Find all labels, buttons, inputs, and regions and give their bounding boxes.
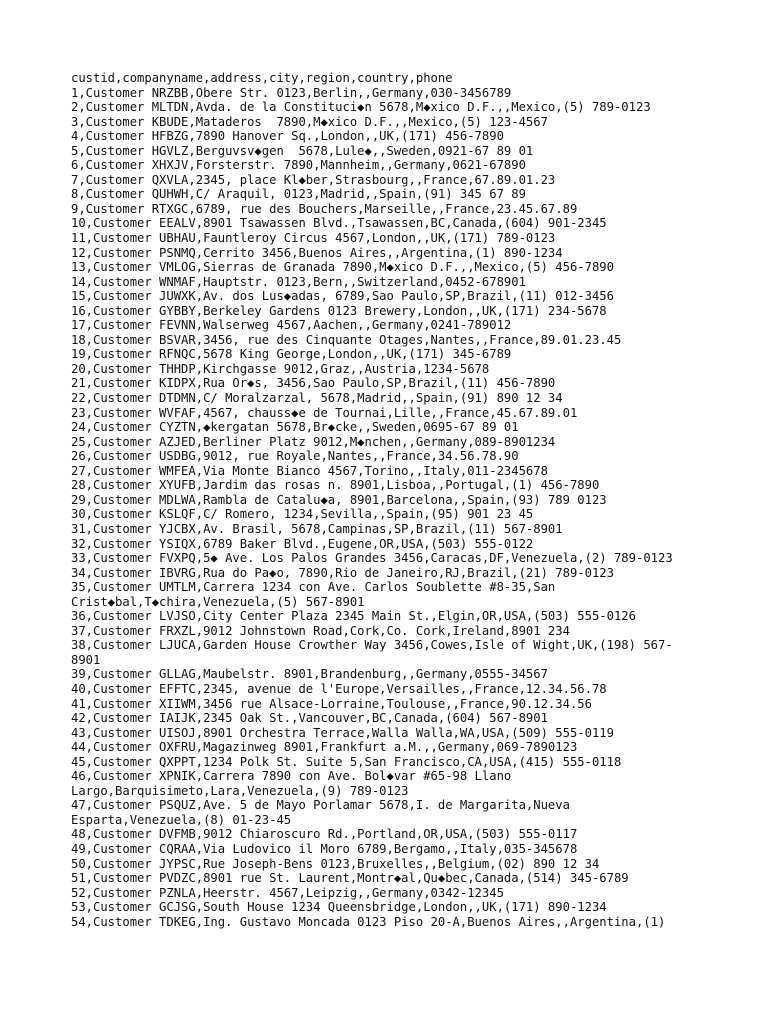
csv-text-line: 37,Customer FRXZL,9012 Johnstown Road,Cork,Co. Cork,Ireland,8901 234 — [71, 623, 570, 638]
csv-text-line: 8,Customer QUHWH,C/ Araquil, 0123,Madrid,,Spain,(91) 345 67 89 — [71, 187, 526, 202]
csv-text-line: 2,Customer MLTDN,Avda. de la Constituci◆n 5678,M◆xico D.F.,,Mexico,(5) 789-0123 — [71, 100, 651, 115]
csv-text-line: 38,Customer LJUCA,Garden House Crowther Way 3456,Cowes,Isle of Wight,UK,(198) 567- — [71, 638, 673, 653]
csv-text-line: 52,Customer PZNLA,Heerstr. 4567,Leipzig,,Germany,0342-12345 — [71, 885, 504, 900]
csv-text-line: 29,Customer MDLWA,Rambla de Catalu◆a, 8901,Barcelona,,Spain,(93) 789 0123 — [71, 492, 607, 507]
csv-text-line: Esparta,Venezuela,(8) 01-23-45 — [71, 812, 292, 827]
csv-text-line: 53,Customer GCJSG,South House 1234 Queensbridge,London,,UK,(171) 890-1234 — [71, 900, 607, 915]
document-page — [71, 71, 711, 929]
csv-text-line: 34,Customer IBVRG,Rua do Pa◆o, 7890,Rio de Janeiro,RJ,Brazil,(21) 789-0123 — [71, 565, 614, 580]
csv-text-line: 45,Customer QXPPT,1234 Polk St. Suite 5,San Francisco,CA,USA,(415) 555-0118 — [71, 754, 622, 769]
csv-text-line: 18,Customer BSVAR,3456, rue des Cinquante Otages,Nantes,,France,89.01.23.45 — [71, 332, 622, 347]
csv-text-line: 41,Customer XIIWM,3456 rue Alsace-Lorraine,Toulouse,,France,90.12.34.56 — [71, 696, 592, 711]
csv-text-line: 32,Customer YSIQX,6789 Baker Blvd.,Eugene,OR,USA,(503) 555-0122 — [71, 536, 534, 551]
csv-text-line: 35,Customer UMTLM,Carrera 1234 con Ave. Carlos Soublette #8-35,San — [71, 580, 556, 595]
csv-text-line: 20,Customer THHDP,Kirchgasse 9012,Graz,,Austria,1234-5678 — [71, 361, 490, 376]
csv-text-line: 48,Customer DVFMB,9012 Chiaroscuro Rd.,Portland,OR,USA,(503) 555-0117 — [71, 827, 578, 842]
csv-text-line: 17,Customer FEVNN,Walserweg 4567,Aachen,,Germany,0241-789012 — [71, 318, 512, 333]
csv-text-line: 6,Customer XHXJV,Forsterstr. 7890,Mannheim,,Germany,0621-67890 — [71, 158, 526, 173]
csv-text-line: 43,Customer UISOJ,8901 Orchestra Terrace,Walla Walla,WA,USA,(509) 555-0119 — [71, 725, 614, 740]
csv-text-line: 26,Customer USDBG,9012, rue Royale,Nantes,,France,34.56.78.90 — [71, 449, 519, 464]
csv-text-line: 44,Customer OXFRU,Magazinweg 8901,Frankfurt a.M.,,Germany,069-7890123 — [71, 740, 578, 755]
csv-text-line: 51,Customer PVDZC,8901 rue St. Laurent,Montr◆al,Qu◆bec,Canada,(514) 345-6789 — [71, 871, 629, 886]
csv-text-line: 4,Customer HFBZG,7890 Hanover Sq.,London,,UK,(171) 456-7890 — [71, 129, 504, 144]
csv-text-line: 3,Customer KBUDE,Mataderos 7890,M◆xico D.F.,,Mexico,(5) 123-4567 — [71, 114, 548, 129]
csv-text-line: 13,Customer VMLOG,Sierras de Granada 7890,M◆xico D.F.,,Mexico,(5) 456-7890 — [71, 260, 614, 275]
csv-text-line: 31,Customer YJCBX,Av. Brasil, 5678,Campinas,SP,Brazil,(11) 567-8901 — [71, 521, 563, 536]
csv-text-line: 33,Customer FVXPQ,5◆ Ave. Los Palos Grandes 3456,Caracas,DF,Venezuela,(2) 789-0123 — [71, 551, 673, 566]
csv-text-line: 16,Customer GYBBY,Berkeley Gardens 0123 Brewery,London,,UK,(171) 234-5678 — [71, 303, 607, 318]
csv-text-line: 42,Customer IAIJK,2345 Oak St.,Vancouver,BC,Canada,(604) 567-8901 — [71, 711, 548, 726]
csv-text-line: 36,Customer LVJSO,City Center Plaza 2345 Main St.,Elgin,OR,USA,(503) 555-0126 — [71, 609, 636, 624]
csv-text-line: Crist◆bal,T◆chira,Venezuela,(5) 567-8901 — [71, 594, 365, 609]
csv-text-line: 12,Customer PSNMQ,Cerrito 3456,Buenos Aires,,Argentina,(1) 890-1234 — [71, 245, 563, 260]
csv-text-line: 30,Customer KSLQF,C/ Romero, 1234,Sevilla,,Spain,(95) 901 23 45 — [71, 507, 534, 522]
csv-text-line: 25,Customer AZJED,Berliner Platz 9012,M◆nchen,,Germany,089-8901234 — [71, 434, 556, 449]
csv-text-line: 24,Customer CYZTN,◆kergatan 5678,Br◆cke,,Sweden,0695-67 89 01 — [71, 420, 519, 435]
csv-text-line: 9,Customer RTXGC,6789, rue des Bouchers,Marseille,,France,23.45.67.89 — [71, 201, 578, 216]
csv-text-line: 14,Customer WNMAF,Hauptstr. 0123,Bern,,Switzerland,0452-678901 — [71, 274, 526, 289]
csv-text-line: 21,Customer KIDPX,Rua Or◆s, 3456,Sao Paulo,SP,Brazil,(11) 456-7890 — [71, 376, 556, 391]
csv-text-line: 39,Customer GLLAG,Maubelstr. 8901,Brandenburg,,Germany,0555-34567 — [71, 667, 548, 682]
csv-text-line: 19,Customer RFNQC,5678 King George,London,,UK,(171) 345-6789 — [71, 347, 512, 362]
csv-text-line: 5,Customer HGVLZ,Berguvsv◆gen 5678,Lule◆,,Sweden,0921-67 89 01 — [71, 143, 534, 158]
csv-text-line: 49,Customer CQRAA,Via Ludovico il Moro 6789,Bergamo,,Italy,035-345678 — [71, 841, 578, 856]
csv-text-line: 23,Customer WVFAF,4567, chauss◆e de Tournai,Lille,,France,45.67.89.01 — [71, 405, 578, 420]
csv-text-line: 27,Customer WMFEA,Via Monte Bianco 4567,Torino,,Italy,011-2345678 — [71, 463, 548, 478]
csv-text-line: 11,Customer UBHAU,Fauntleroy Circus 4567,London,,UK,(171) 789-0123 — [71, 231, 556, 246]
csv-text-line: 8901 — [71, 652, 101, 667]
csv-text-line: 10,Customer EEALV,8901 Tsawassen Blvd.,Tsawassen,BC,Canada,(604) 901-2345 — [71, 216, 607, 231]
csv-text-line: 40,Customer EFFTC,2345, avenue de l'Europe,Versailles,,France,12.34.56.78 — [71, 681, 607, 696]
csv-text-line: 15,Customer JUWXK,Av. dos Lus◆adas, 6789,Sao Paulo,SP,Brazil,(11) 012-3456 — [71, 289, 614, 304]
csv-text-line: 47,Customer PSQUZ,Ave. 5 de Mayo Porlamar 5678,I. de Margarita,Nueva — [71, 798, 570, 813]
csv-text-line: 54,Customer TDKEG,Ing. Gustavo Moncada 0123 Piso 20-A,Buenos Aires,,Argentina,(1) — [71, 914, 666, 929]
csv-text-line: 1,Customer NRZBB,Obere Str. 0123,Berlin,,Germany,030-3456789 — [71, 85, 512, 100]
csv-text-line: 22,Customer DTDMN,C/ Moralzarzal, 5678,Madrid,,Spain,(91) 890 12 34 — [71, 391, 563, 406]
csv-text-line: Largo,Barquisimeto,Lara,Venezuela,(9) 789-0123 — [71, 783, 409, 798]
csv-text-line: 7,Customer QXVLA,2345, place Kl◆ber,Strasbourg,,France,67.89.01.23 — [71, 172, 556, 187]
csv-text-line: 46,Customer XPNIK,Carrera 7890 con Ave. Bol◆var #65-98 Llano — [71, 769, 512, 784]
csv-text-line: 28,Customer XYUFB,Jardim das rosas n. 8901,Lisboa,,Portugal,(1) 456-7890 — [71, 478, 600, 493]
csv-header-line: custid,companyname,address,city,region,country,phone — [71, 71, 453, 85]
csv-text-line: 50,Customer JYPSC,Rue Joseph-Bens 0123,Bruxelles,,Belgium,(02) 890 12 34 — [71, 856, 600, 871]
